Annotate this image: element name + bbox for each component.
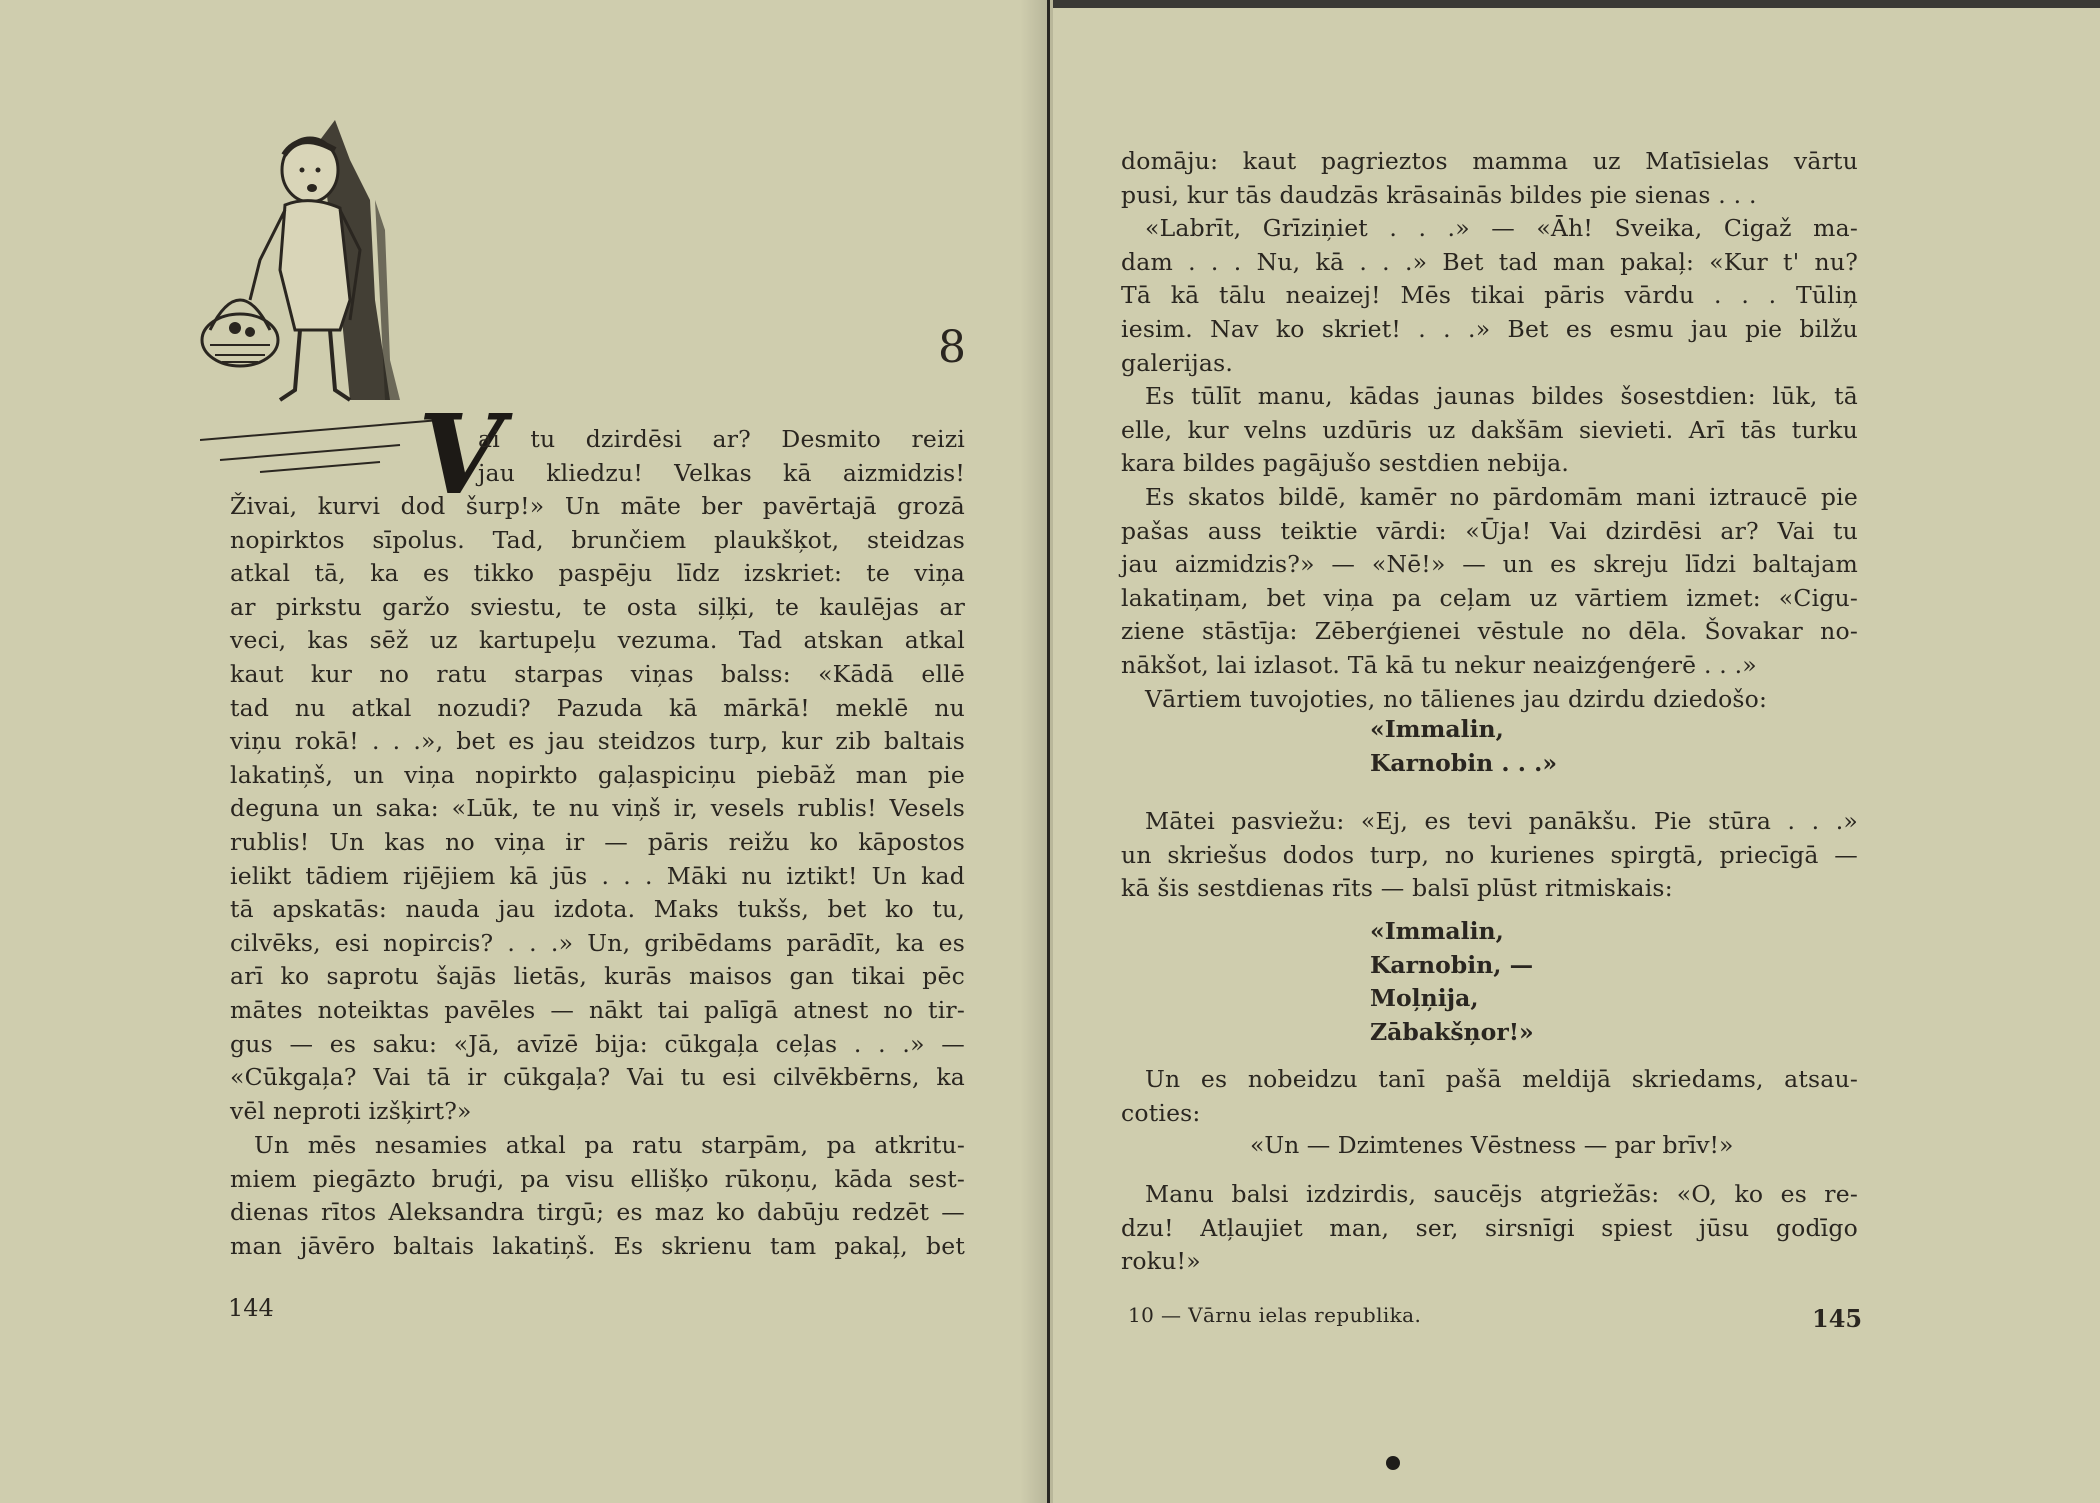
text-line: tā apskatās: nauda jau izdota. Maks tukšs, bet ko tu, [230, 895, 965, 924]
song-verse-2 [1370, 915, 1534, 1049]
verse-line: Moļņija, [1370, 984, 1479, 1013]
text-line: Tā kā tālu neaizej! Mēs tikai pāris vārdu . . . Tūliņ [1121, 281, 1858, 310]
chapter-number: 8 [938, 322, 966, 373]
text-line: rublis! Un kas no viņa ir — pāris reižu ko kāpostos [230, 827, 965, 856]
text-line: nākšot, lai izlasot. Tā kā tu nekur neaizģenģerē . . .» [1121, 650, 1757, 679]
text-line: mātes noteiktas pavēles — nākt tai palīgā atnest no tir- [230, 995, 965, 1024]
text-line: Vārtiem tuvojoties, no tālienes jau dzirdu dziedošo: [1145, 684, 1768, 713]
text-line: Es skatos bildē, kamēr no pārdomām mani iztraucē pie [1145, 482, 1858, 511]
text-line: gus — es saku: «Jā, avīzē bija: cūkgaļa ceļas . . .» — [230, 1029, 965, 1058]
text-line: viņu rokā! . . .», bet es jau steidzos turp, kur zib baltais [230, 727, 965, 756]
paragraph-1 [230, 490, 965, 1128]
text-line: cilvēks, esi nopircis? . . .» Un, gribēdams parādīt, ka es [230, 928, 965, 957]
text-line: ar pirkstu garžo sviestu, te osta siļķi, te kaulējas ar [230, 592, 965, 621]
text-line: roku!» [1121, 1247, 1201, 1276]
text-line: ai tu dzirdēsi ar? Desmito reizi [478, 425, 965, 453]
text-line: Živai, kurvi dod šurp!» Un māte ber pavērtajā grozā [230, 492, 965, 520]
text-line: dam . . . Nu, kā . . .» Bet tad man pakaļ: «Kur t' nu? [1121, 247, 1858, 276]
verse-line: Karnobin . . .» [1370, 748, 1558, 777]
gutter-shadow [1020, 0, 1050, 1503]
text-line: kara bildes pagājušo sestdien nebija. [1121, 449, 1570, 478]
text-line: jau aizmidzis?» — «Nē!» — un es skreju līdzi baltajam [1121, 550, 1858, 579]
text-line: deguna un saka: «Lūk, te nu viņš ir, vesels rublis! Vesels [230, 794, 965, 823]
text-line: ielikt tādiem rijējiem kā jūs . . . Māki nu iztikt! Un kad [230, 861, 965, 890]
text-line: dzu! Atļaujiet man, ser, sirsnīgi spiest jūsu godīgo [1121, 1213, 1858, 1242]
text-line: vēl neproti izšķirt?» [230, 1096, 472, 1125]
text-line: Mātei pasviežu: «Ej, es tevi panākšu. Pie stūra . . .» [1145, 807, 1858, 835]
ink-spot [1386, 1456, 1400, 1470]
text-line: pašas auss teiktie vārdi: «Ūja! Vai dzirdēsi ar? Vai tu [1121, 516, 1858, 545]
text-line: jau kliedzu! Velkas kā aizmidzis! [478, 458, 965, 487]
text-line: arī ko saprotu šajās lietās, kurās maisos gan tikai pēc [230, 962, 965, 991]
text-line: nopirktos sīpolus. Tad, brunčiem plaukšķot, steidzas [230, 525, 965, 554]
paragraph-r6 [1121, 805, 1858, 906]
text-line: miem piegāzto bruģi, pa visu ellišķo rūkoņu, kāda sest- [230, 1164, 965, 1193]
text-line: un skriešus dodos turp, no kurienes spirgtā, priecīgā — [1121, 840, 1858, 869]
paragraph-r7 [1121, 1063, 1858, 1130]
text-line: «Labrīt, Grīziņiet . . .» — «Āh! Sveika, Cigaž ma- [1145, 214, 1858, 243]
verse-line: «Immalin, [1370, 917, 1504, 945]
verse-line: «Immalin, [1370, 715, 1504, 743]
text-line: domāju: kaut pagrieztos mamma uz Matīsielas vārtu [1121, 147, 1858, 175]
text-line: galerijas. [1121, 348, 1234, 377]
text-line: lakatiņš, un viņa nopirkto gaļaspiciņu piebāž man pie [230, 760, 965, 789]
song-verse-1 [1370, 713, 1557, 780]
text-line: elle, kur velns uzdūris uz dakšām sievieti. Arī tās turku [1121, 415, 1858, 444]
text-line: iesim. Nav ko skriet! . . .» Bet es esmu jau pie bilžu [1121, 314, 1858, 343]
newspaper-call: «Un — Dzimtenes Vēstness — par brīv!» [1250, 1131, 1734, 1159]
text-line: Un es nobeidzu tanī pašā meldijā skriedams, atsau- [1145, 1065, 1858, 1093]
text-line: lakatiņam, bet viņa pa ceļam uz vārtiem izmet: «Cigu- [1121, 583, 1858, 612]
drop-cap: V [418, 390, 504, 519]
verse-line: Zābakšņor!» [1370, 1017, 1534, 1046]
text-line: ziene stāstīja: Zēberģienei vēstule no dēla. Šovakar no- [1121, 617, 1858, 646]
paragraph-r8 [1121, 1178, 1858, 1279]
text-line: «Cūkgaļa? Vai tā ir cūkgaļa? Vai tu esi cilvēkbērns, ka [230, 1063, 965, 1092]
text-line: Un mēs nesamies atkal pa ratu starpām, pa atkritu- [254, 1131, 965, 1159]
opening-lines [478, 423, 965, 490]
signature-footer: 10 — Vārnu ielas republika. [1128, 1303, 1422, 1327]
paragraph-r1 [1121, 145, 1858, 716]
text-line: kā šis sestdienas rīts — balsī plūst ritmiskais: [1121, 874, 1673, 903]
text-line: atkal tā, ka es tikko paspēju līdz izskriet: te viņa [230, 559, 965, 588]
text-line: Manu balsi izdzirdis, saucējs atgriežās: «O, ko es re- [1145, 1180, 1858, 1208]
paragraph-2 [230, 1129, 965, 1263]
text-line: dienas rītos Aleksandra tirgū; es maz ko dabūju redzēt — [230, 1198, 965, 1227]
verse-line: Karnobin, — [1370, 950, 1534, 979]
text-line: veci, kas sēž uz kartupeļu vezuma. Tad atskan atkal [230, 626, 965, 655]
text-line: man jāvēro baltais lakatiņš. Es skrienu tam pakaļ, bet [230, 1231, 965, 1260]
text-line: tad nu atkal nozudi? Pazuda kā mārkā! meklē nu [230, 693, 965, 722]
page-number-left: 144 [228, 1294, 274, 1322]
text-line: pusi, kur tās daudzās krāsainās bildes pie sienas . . . [1121, 180, 1757, 209]
text-line: kaut kur no ratu starpas viņas balss: «Kādā ellē [230, 659, 965, 688]
text-line: Es tūlīt manu, kādas jaunas bildes šosestdien: lūk, tā [1145, 382, 1858, 411]
right-page [1053, 0, 2100, 1503]
text-line: coties: [1121, 1098, 1201, 1127]
page-number-right: 145 [1812, 1304, 1863, 1333]
